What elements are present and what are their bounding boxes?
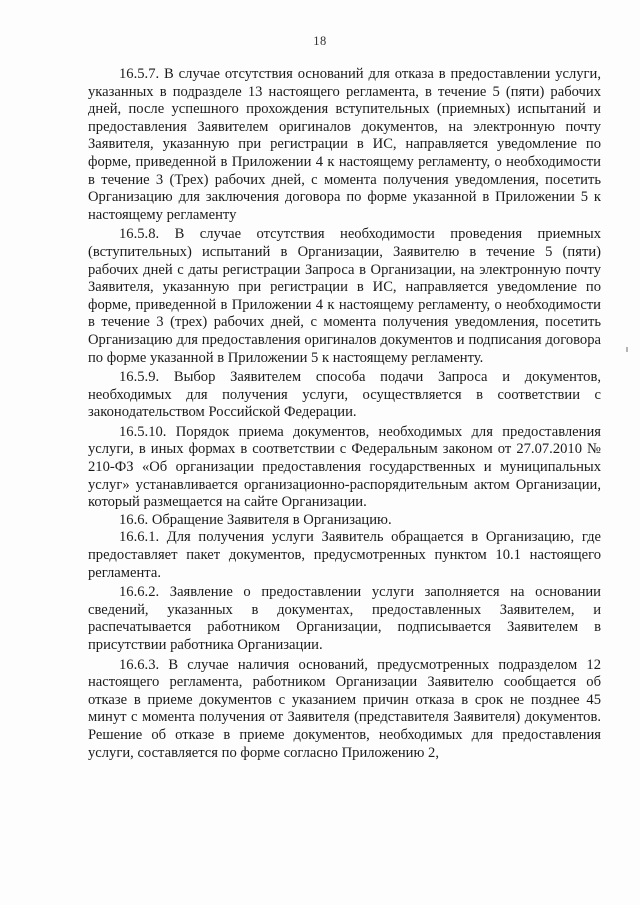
paragraph-16-6-1: 16.6.1. Для получения услуги Заявитель обращается в Организацию, где предоставляет пакет документов, предусмотренных пунктом 10.1 настоящего регламента. (88, 529, 601, 581)
paragraph-16-5-10: 16.5.10. Порядок приема документов, необходимых для предоставления услуги, в иных формах в соответствии с Федеральным законом от 27.07.2010 № 210-ФЗ «Об организации предоставления государственных и муниципальных услуг» устанавливается организационно-распорядительным актом Организации, который размещается на сайте Организации. (88, 423, 601, 511)
paragraph-16-5-7: 16.5.7. В случае отсутствия оснований для отказа в предоставлении услуги, указанных в подразделе 13 настоящего регламента, в течение 5 (пяти) рабочих дней, после успешного прохождения вступительных (приемных) испытаний и предоставления Заявителем оригиналов документов, на электронную почту Заявителя, указанную при регистрации в ИС, направляется уведомление по форме, приведенной в Приложении 4 к настоящему регламенту, о необходимости в течение 3 (Трех) рабочих дней, с момента получения уведомления, посетить Организацию для заключения договора по форме указанной в Приложении 5 к настоящему регламенту (88, 66, 601, 223)
paragraph-16-6-2: 16.6.2. Заявление о предоставлении услуги заполняется на основании сведений, указанных в документах, предоставленных Заявителем, и распечатывается работником Организации, подписывается Заявителем в присутствии работника Организации. (88, 584, 601, 653)
document-body (88, 66, 601, 762)
scan-speck (626, 347, 628, 352)
paragraph-16-6-3: 16.6.3. В случае наличия оснований, предусмотренных подразделом 12 настоящего регламента, работником Организации Заявителю сообщается об отказе в приеме документов с указанием причин отказа в срок не позднее 45 минут с момента получения от Заявителя (представителя Заявителя) документов. Решение об отказе в приеме документов, необходимых для предоставления услуги, составляется по форме согласно Приложению 2, (88, 656, 601, 761)
page-number: 18 (313, 34, 327, 48)
paragraph-16-5-9: 16.5.9. Выбор Заявителем способа подачи Запроса и документов, необходимых для получения услуги, осуществляется в соответствии с законодательством Российской Федерации. (88, 369, 601, 421)
paragraph-16-5-8: 16.5.8. В случае отсутствия необходимости проведения приемных (вступительных) испытаний в Организации, Заявителю в течение 5 (пяти) рабочих дней с даты регистрации Запроса в Организации, на электронную почту Заявителя, указанную при регистрации в ИС, направляется уведомление по форме, приведенной в Приложении 4 к настоящему регламенту, о необходимости в течение 3 (трех) рабочих дней, с момента получения уведомления, посетить Организацию для предоставления оригиналов документов и подписания договора по форме указанной в Приложении 5 к настоящему регламенту. (88, 226, 601, 366)
paragraph-16-6: 16.6. Обращение Заявителя в Организацию. (119, 511, 392, 528)
